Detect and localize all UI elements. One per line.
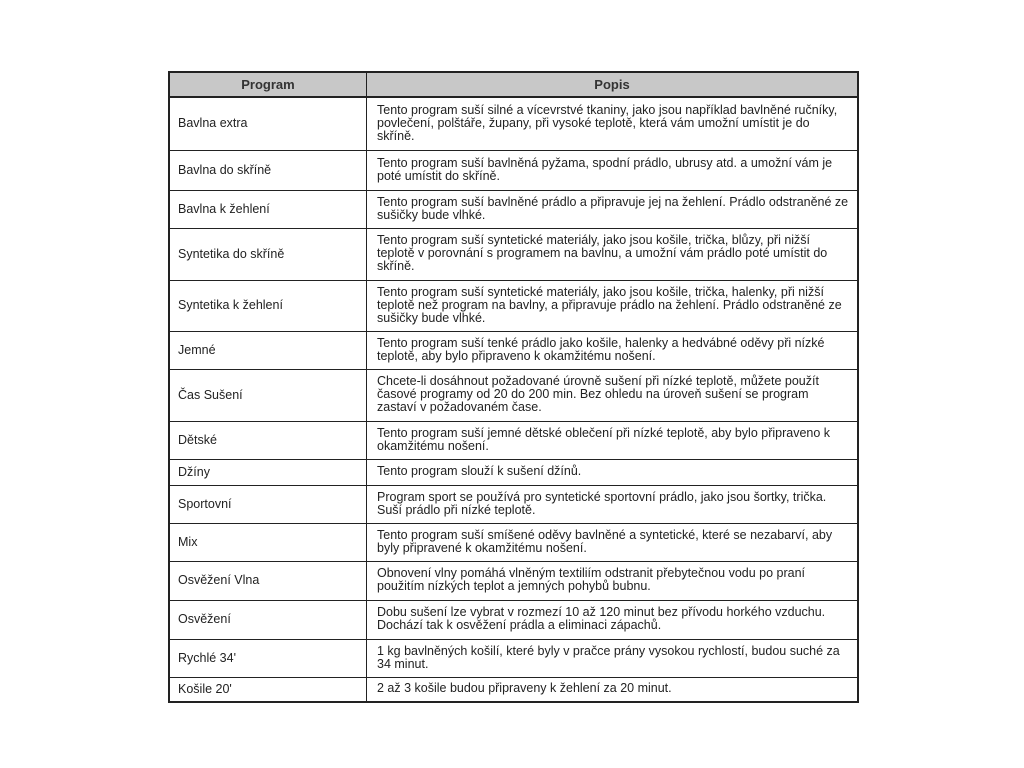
table-row (169, 280, 858, 331)
program-name: Bavlna k žehlení (169, 190, 367, 228)
program-description: Dobu sušení lze vybrat v rozmezí 10 až 120 minut bez přívodu horkého vzduchu. Dochází tak k osvěžení prádla a eliminaci zápachů. (367, 600, 859, 639)
program-description: 2 až 3 košile budou připraveny k žehlení za 20 minut. (367, 677, 859, 702)
program-name: Rychlé 34' (169, 639, 367, 677)
program-description: Tento program suší smíšené oděvy bavlněné a syntetické, které se nezabarví, aby byly připravené k okamžitému nošení. (367, 523, 859, 561)
program-description: Tento program suší tenké prádlo jako košile, halenky a hedvábné oděvy při nízké teplotě, aby bylo připraveno k okamžitému nošení. (367, 331, 859, 369)
programs-table (168, 71, 859, 703)
program-description: Tento program suší jemné dětské oblečení při nízké teplotě, aby bylo připraveno k okamžitému nošení. (367, 421, 859, 459)
table-row (169, 331, 858, 369)
table-row (169, 677, 858, 702)
table-header-row (169, 72, 858, 97)
program-description: Program sport se používá pro syntetické sportovní prádlo, jako jsou šortky, trička. Suší prádlo při nízké teplotě. (367, 485, 859, 523)
table-row (169, 228, 858, 280)
table-row (169, 97, 858, 150)
table-row (169, 639, 858, 677)
program-name: Dětské (169, 421, 367, 459)
program-description: Tento program suší syntetické materiály, jako jsou košile, trička, blůzy, při nižší teplotě v porovnání s programem na bavlnu, a umožní vám prádlo poté umístit do skříně. (367, 228, 859, 280)
program-name: Košile 20' (169, 677, 367, 702)
table-row (169, 421, 858, 459)
program-name: Osvěžení (169, 600, 367, 639)
program-description: Chcete-li dosáhnout požadované úrovně sušení při nízké teplotě, můžete použít časové programy od 20 do 200 min. Bez ohledu na úroveň sušení se program zastaví v požadovaném čase. (367, 369, 859, 421)
program-name: Džíny (169, 459, 367, 485)
program-name: Syntetika k žehlení (169, 280, 367, 331)
program-description: Tento program slouží k sušení džínů. (367, 459, 859, 485)
program-description: Tento program suší bavlněné prádlo a připravuje jej na žehlení. Prádlo odstraněné ze sušičky bude vlhké. (367, 190, 859, 228)
program-name: Sportovní (169, 485, 367, 523)
table-row (169, 561, 858, 600)
program-name: Osvěžení Vlna (169, 561, 367, 600)
table-row (169, 150, 858, 190)
program-name: Mix (169, 523, 367, 561)
program-name: Syntetika do skříně (169, 228, 367, 280)
program-name: Bavlna extra (169, 97, 367, 150)
program-name: Čas Sušení (169, 369, 367, 421)
table-row (169, 369, 858, 421)
program-description: Tento program suší silné a vícevrstvé tkaniny, jako jsou například bavlněné ručníky, povlečení, polštáře, župany, při vysoké teplotě, která vám umožní umístit je do skříně. (367, 97, 859, 150)
program-description: 1 kg bavlněných košilí, které byly v pračce prány vysokou rychlostí, budou suché za 34 minut. (367, 639, 859, 677)
program-name: Jemné (169, 331, 367, 369)
table-row (169, 459, 858, 485)
header-program: Program (169, 72, 367, 97)
table-row (169, 600, 858, 639)
program-description: Tento program suší syntetické materiály, jako jsou košile, trička, halenky, při nižší teplotě než program na bavlny, a připravuje prádlo na žehlení. Prádlo odstraněné ze sušičky bude vlhké. (367, 280, 859, 331)
table-row (169, 485, 858, 523)
header-description: Popis (367, 72, 859, 97)
program-name: Bavlna do skříně (169, 150, 367, 190)
table-row (169, 523, 858, 561)
table-row (169, 190, 858, 228)
program-description: Obnovení vlny pomáhá vlněným textiliím odstranit přebytečnou vodu po praní použitím nízkých teplot a jemných pohybů bubnu. (367, 561, 859, 600)
program-description: Tento program suší bavlněná pyžama, spodní prádlo, ubrusy atd. a umožní vám je poté umístit do skříně. (367, 150, 859, 190)
